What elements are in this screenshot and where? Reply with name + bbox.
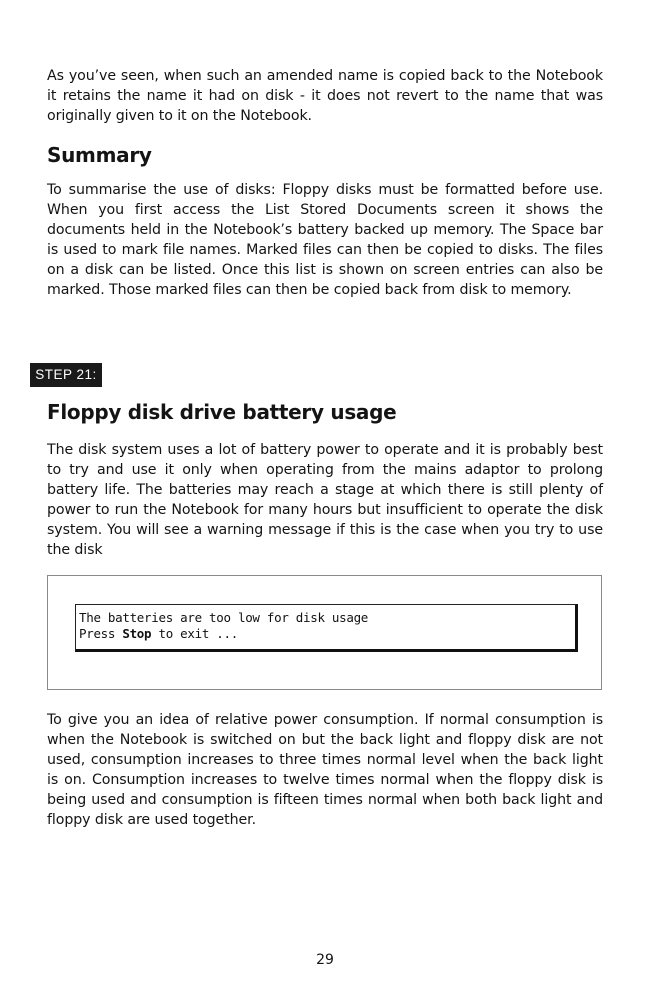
exit-instruction-line: [79, 626, 571, 642]
floppy-battery-paragraph: The disk system uses a lot of battery power to operate and it is probably best to try and use it only when operating from the mains adaptor to prolong battery life. The batteries may reach a stage at which there is still plenty of power to run the Notebook for many hours but insufficient to operate the disk system. You will see a warning message if this is the case when you try to use the disk: [47, 442, 603, 558]
battery-warning-dialog: [75, 604, 578, 652]
exit-instruction-prefix: Press: [79, 626, 123, 641]
power-consumption-paragraph: To give you an idea of relative power consumption. If normal consumption is when the Notebook is switched on but the back light and floppy disk are not used, consumption increases to three times normal level when the back light is on. Consumption increases to twelve times normal when the floppy disk is being used and consumption is fifteen times normal when both back light and floppy disk are used together.: [47, 712, 603, 828]
step-badge: STEP 21:: [30, 363, 102, 387]
intro-paragraph: As you’ve seen, when such an amended name is copied back to the Notebook it retains the name it had on disk - it does not revert to the name that was originally given to it on the Notebook.: [47, 68, 603, 124]
floppy-battery-heading: Floppy disk drive battery usage: [47, 400, 397, 424]
summary-heading: Summary: [47, 143, 152, 167]
warning-message-line: The batteries are too low for disk usage: [79, 610, 369, 625]
page-number: 29: [316, 952, 334, 968]
exit-instruction-suffix: to exit ...: [151, 626, 238, 641]
stop-key-label: Stop: [122, 626, 152, 641]
summary-paragraph: To summarise the use of disks: Floppy disks must be formatted before use. When you first access the List Stored Documents screen it shows the documents held in the Notebook’s battery backed up memory. The Space bar is used to mark file names. Marked files can then be copied to disks. The files on a disk can be listed. Once this list is shown on screen entries can also be marked. Those marked files can then be copied back from disk to memory.: [47, 182, 603, 298]
